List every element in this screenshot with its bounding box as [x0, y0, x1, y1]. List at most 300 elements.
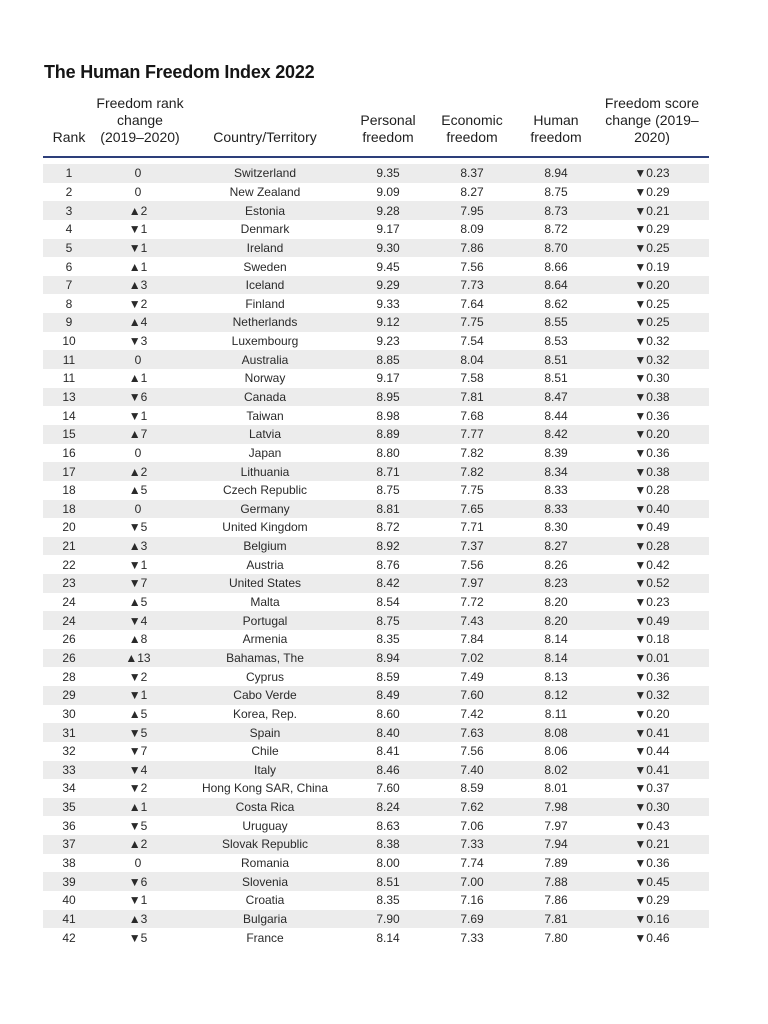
cell-human-freedom: 8.73: [517, 201, 595, 220]
cell-human-freedom: 8.55: [517, 313, 595, 332]
cell-personal-freedom: 8.63: [376, 818, 400, 833]
table-row: [43, 854, 709, 873]
table-row: [43, 742, 709, 761]
cell-personal-freedom: 8.75: [376, 483, 400, 498]
cell-country: Japan: [248, 445, 282, 460]
header-rank-change-label: Freedom rank change (2019–2020): [96, 95, 184, 145]
cell-rank: 11: [62, 371, 76, 386]
cell-country: Latvia: [181, 425, 349, 444]
cell-human-freedom: 7.94: [517, 835, 595, 854]
cell-economic-freedom: 7.97: [427, 574, 517, 593]
cell-human-freedom: 8.62: [544, 296, 568, 311]
cell-score-change: ▼0.19: [634, 259, 670, 274]
cell-score-change: ▼0.36: [634, 669, 670, 684]
cell-country: New Zealand: [229, 184, 301, 199]
cell-economic-freedom: 7.49: [460, 669, 484, 684]
cell-score-change: ▼0.29: [634, 893, 670, 908]
cell-personal-freedom: 8.35: [376, 632, 400, 647]
cell-country: Portugal: [181, 611, 349, 630]
cell-rank-change: ▼1: [95, 239, 181, 258]
cell-rank: 7: [43, 276, 95, 295]
cell-score-change: ▼0.49: [634, 520, 670, 535]
cell-economic-freedom: 7.56: [460, 557, 484, 572]
cell-rank-change: ▲1: [128, 371, 148, 386]
cell-score-change: ▼0.45: [595, 872, 709, 891]
cell-human-freedom: 8.14: [544, 632, 568, 647]
cell-economic-freedom: 7.33: [427, 835, 517, 854]
cell-rank: 22: [62, 557, 76, 572]
cell-rank: 18: [43, 500, 95, 519]
cell-human-freedom: 7.88: [517, 872, 595, 891]
cell-country: Denmark: [240, 222, 290, 237]
cell-score-change: ▼0.21: [595, 201, 709, 220]
cell-rank: 21: [43, 537, 95, 556]
cell-human-freedom: 8.02: [517, 761, 595, 780]
cell-rank-change: ▼6: [95, 388, 181, 407]
cell-score-change: ▼0.38: [595, 388, 709, 407]
cell-rank-change: ▲5: [128, 595, 148, 610]
cell-rank-change: ▲5: [128, 483, 148, 498]
cell-rank: 17: [43, 462, 95, 481]
cell-rank: 37: [43, 835, 95, 854]
table-row: [43, 257, 709, 276]
table-row: [43, 779, 709, 798]
cell-personal-freedom: 8.72: [376, 520, 400, 535]
page-title: The Human Freedom Index 2022: [44, 62, 315, 82]
cell-personal-freedom: 8.89: [349, 425, 427, 444]
cell-country: Cyprus: [245, 669, 284, 684]
cell-personal-freedom: 9.29: [349, 276, 427, 295]
cell-country: Croatia: [245, 893, 285, 908]
cell-score-change: ▼0.20: [634, 706, 670, 721]
cell-score-change: ▼0.28: [634, 483, 670, 498]
cell-economic-freedom: 8.04: [427, 350, 517, 369]
table-row: [43, 910, 709, 929]
table-row: [43, 369, 709, 388]
table-row: [43, 555, 709, 574]
cell-rank: 24: [43, 611, 95, 630]
cell-rank: 16: [62, 445, 76, 460]
cell-score-change: ▼0.41: [595, 761, 709, 780]
cell-economic-freedom: 8.37: [427, 164, 517, 183]
cell-rank: 39: [43, 872, 95, 891]
cell-human-freedom: 8.51: [544, 371, 568, 386]
table-row: [43, 649, 709, 668]
cell-human-freedom: 8.06: [544, 744, 568, 759]
cell-score-change: ▼0.43: [634, 818, 670, 833]
cell-country: United Kingdom: [222, 520, 308, 535]
cell-country: Luxembourg: [231, 334, 299, 349]
table-row: [43, 276, 709, 295]
cell-economic-freedom: 7.75: [460, 483, 484, 498]
cell-rank: 14: [62, 408, 76, 423]
cell-country: United States: [181, 574, 349, 593]
cell-human-freedom: 7.80: [544, 930, 568, 945]
table-row: [43, 462, 709, 481]
table-row: [43, 406, 709, 425]
table-row: [43, 835, 709, 854]
cell-economic-freedom: 7.71: [460, 520, 484, 535]
cell-score-change: ▼0.30: [634, 371, 670, 386]
cell-rank: 41: [43, 910, 95, 929]
cell-rank: 34: [62, 781, 76, 796]
cell-personal-freedom: 9.17: [376, 222, 400, 237]
table-row: [43, 705, 709, 724]
cell-economic-freedom: 7.65: [427, 500, 517, 519]
header-score-change: [595, 94, 709, 157]
cell-country: Germany: [181, 500, 349, 519]
cell-country: Cabo Verde: [181, 686, 349, 705]
table-row: [43, 537, 709, 556]
header-economic-label: Economic freedom: [441, 112, 503, 145]
cell-country: Lithuania: [181, 462, 349, 481]
header-human-freedom: [517, 94, 595, 157]
cell-rank: 20: [62, 520, 76, 535]
cell-economic-freedom: 7.06: [460, 818, 484, 833]
cell-economic-freedom: 7.77: [427, 425, 517, 444]
cell-country: Switzerland: [181, 164, 349, 183]
cell-rank: 23: [43, 574, 95, 593]
cell-rank-change: ▲13: [95, 649, 181, 668]
cell-rank: 32: [62, 744, 76, 759]
cell-personal-freedom: 9.12: [349, 313, 427, 332]
cell-rank-change: ▼3: [128, 334, 148, 349]
header-rank-change: [95, 94, 184, 157]
cell-economic-freedom: 7.16: [460, 893, 484, 908]
cell-rank: 8: [65, 296, 73, 311]
cell-rank-change: ▲3: [95, 910, 181, 929]
cell-rank-change: ▼1: [128, 222, 148, 237]
cell-rank: 5: [43, 239, 95, 258]
cell-economic-freedom: 7.84: [460, 632, 484, 647]
cell-country: Estonia: [181, 201, 349, 220]
table-row: [43, 872, 709, 891]
cell-rank-change: ▲7: [95, 425, 181, 444]
cell-score-change: ▼0.46: [634, 930, 670, 945]
cell-rank: 13: [43, 388, 95, 407]
cell-rank-change: 0: [95, 350, 181, 369]
table-row: [43, 723, 709, 742]
cell-rank-change: 0: [95, 500, 181, 519]
cell-human-freedom: 8.42: [517, 425, 595, 444]
cell-rank-change: ▲3: [95, 276, 181, 295]
cell-score-change: ▼0.36: [634, 408, 670, 423]
cell-personal-freedom: 9.17: [376, 371, 400, 386]
cell-score-change: ▼0.25: [634, 296, 670, 311]
header-spacer: [43, 157, 709, 164]
cell-score-change: ▼0.01: [595, 649, 709, 668]
cell-economic-freedom: 7.56: [460, 744, 484, 759]
cell-score-change: ▼0.52: [595, 574, 709, 593]
cell-economic-freedom: 7.54: [460, 334, 484, 349]
cell-rank-change: ▼1: [95, 686, 181, 705]
cell-human-freedom: 8.70: [517, 239, 595, 258]
table-row: [43, 630, 709, 649]
freedom-index-table: [43, 94, 709, 947]
cell-score-change: ▼0.21: [595, 835, 709, 854]
cell-human-freedom: 7.98: [517, 798, 595, 817]
cell-human-freedom: 7.81: [517, 910, 595, 929]
table-header-row: [43, 94, 709, 157]
cell-personal-freedom: 8.95: [349, 388, 427, 407]
cell-personal-freedom: 9.45: [376, 259, 400, 274]
cell-economic-freedom: 7.37: [427, 537, 517, 556]
cell-country: Bahamas, The: [181, 649, 349, 668]
cell-economic-freedom: 7.69: [427, 910, 517, 929]
cell-country: France: [246, 930, 284, 945]
cell-personal-freedom: 9.35: [349, 164, 427, 183]
table-row: [43, 686, 709, 705]
cell-score-change: ▼0.25: [595, 239, 709, 258]
cell-human-freedom: 8.33: [544, 483, 568, 498]
cell-rank: 15: [43, 425, 95, 444]
cell-human-freedom: 8.47: [517, 388, 595, 407]
table-row: [43, 667, 709, 686]
cell-economic-freedom: 7.62: [427, 798, 517, 817]
cell-rank: 38: [62, 856, 76, 871]
cell-human-freedom: 8.23: [517, 574, 595, 593]
cell-personal-freedom: 8.41: [376, 744, 400, 759]
cell-country: Iceland: [181, 276, 349, 295]
table-row: [43, 444, 709, 463]
cell-human-freedom: 8.51: [517, 350, 595, 369]
cell-economic-freedom: 7.82: [427, 462, 517, 481]
cell-economic-freedom: 7.64: [460, 296, 484, 311]
cell-personal-freedom: 8.54: [376, 595, 400, 610]
cell-country: Sweden: [243, 259, 287, 274]
cell-country: Romania: [240, 856, 290, 871]
cell-rank: 11: [43, 350, 95, 369]
cell-rank: 42: [62, 930, 76, 945]
cell-score-change: ▼0.25: [595, 313, 709, 332]
table-row: [43, 313, 709, 332]
cell-score-change: ▼0.49: [595, 611, 709, 630]
cell-personal-freedom: 8.14: [376, 930, 400, 945]
cell-country: Slovenia: [181, 872, 349, 891]
cell-score-change: ▼0.37: [634, 781, 670, 796]
table-row: [43, 816, 709, 835]
cell-personal-freedom: 8.76: [376, 557, 400, 572]
cell-rank: 35: [43, 798, 95, 817]
cell-score-change: ▼0.23: [595, 164, 709, 183]
cell-rank-change: ▲3: [95, 537, 181, 556]
cell-score-change: ▼0.29: [634, 184, 670, 199]
cell-rank: 36: [62, 818, 76, 833]
table-row: [43, 201, 709, 220]
cell-economic-freedom: 7.43: [427, 611, 517, 630]
cell-rank: 18: [62, 483, 76, 498]
cell-rank: 24: [62, 595, 76, 610]
cell-country: Austria: [246, 557, 284, 572]
cell-personal-freedom: 8.98: [376, 408, 400, 423]
cell-personal-freedom: 8.71: [349, 462, 427, 481]
cell-economic-freedom: 7.82: [460, 445, 484, 460]
cell-human-freedom: 7.97: [544, 818, 568, 833]
cell-rank: 4: [65, 222, 73, 237]
cell-economic-freedom: 7.72: [460, 595, 484, 610]
header-economic-freedom: [427, 94, 517, 157]
cell-personal-freedom: 8.80: [376, 445, 400, 460]
cell-personal-freedom: 8.46: [349, 761, 427, 780]
cell-human-freedom: 8.20: [544, 595, 568, 610]
table-row: [43, 183, 709, 202]
header-score-change-label: Freedom score change (2019–2020): [604, 95, 700, 145]
cell-rank-change: ▲8: [128, 632, 148, 647]
cell-score-change: ▼0.42: [634, 557, 670, 572]
cell-country: Italy: [181, 761, 349, 780]
cell-rank-change: ▲2: [95, 835, 181, 854]
cell-score-change: ▼0.23: [634, 595, 670, 610]
cell-personal-freedom: 8.60: [376, 706, 400, 721]
cell-personal-freedom: 9.09: [376, 184, 400, 199]
cell-human-freedom: 8.72: [544, 222, 568, 237]
cell-human-freedom: 8.01: [544, 781, 568, 796]
cell-economic-freedom: 7.00: [427, 872, 517, 891]
cell-human-freedom: 8.08: [517, 723, 595, 742]
cell-rank-change: ▼2: [128, 296, 148, 311]
header-human-label: Human freedom: [530, 112, 582, 145]
cell-rank-change: 0: [95, 164, 181, 183]
cell-country: Malta: [250, 595, 280, 610]
cell-rank-change: ▲2: [95, 201, 181, 220]
cell-score-change: ▼0.29: [634, 222, 670, 237]
cell-economic-freedom: 8.59: [460, 781, 484, 796]
cell-rank-change: ▼6: [95, 872, 181, 891]
cell-country: Armenia: [242, 632, 288, 647]
cell-human-freedom: 8.39: [544, 445, 568, 460]
cell-rank-change: ▼1: [128, 557, 148, 572]
cell-country: Canada: [181, 388, 349, 407]
cell-rank-change: 0: [134, 856, 142, 871]
cell-rank-change: ▼7: [128, 744, 148, 759]
cell-personal-freedom: 9.33: [376, 296, 400, 311]
cell-score-change: ▼0.28: [595, 537, 709, 556]
table-row: [43, 611, 709, 630]
cell-score-change: ▼0.40: [595, 500, 709, 519]
cell-personal-freedom: 8.59: [376, 669, 400, 684]
cell-country: Czech Republic: [222, 483, 308, 498]
cell-country: Slovak Republic: [181, 835, 349, 854]
cell-score-change: ▼0.32: [634, 334, 670, 349]
header-country: Country/Territory: [181, 94, 349, 157]
cell-personal-freedom: 8.49: [349, 686, 427, 705]
cell-human-freedom: 8.44: [544, 408, 568, 423]
cell-score-change: ▼0.36: [634, 445, 670, 460]
cell-rank: 3: [43, 201, 95, 220]
table-row: [43, 294, 709, 313]
cell-country: Costa Rica: [181, 798, 349, 817]
cell-personal-freedom: 7.60: [376, 781, 400, 796]
cell-economic-freedom: 7.73: [427, 276, 517, 295]
cell-score-change: ▼0.18: [634, 632, 670, 647]
cell-economic-freedom: 7.42: [460, 706, 484, 721]
cell-economic-freedom: 7.60: [427, 686, 517, 705]
cell-human-freedom: 8.53: [544, 334, 568, 349]
cell-human-freedom: 8.66: [544, 259, 568, 274]
cell-rank-change: ▲5: [128, 706, 148, 721]
table-row: [43, 481, 709, 500]
table-row: [43, 220, 709, 239]
cell-country: Ireland: [181, 239, 349, 258]
cell-personal-freedom: 9.30: [349, 239, 427, 258]
cell-personal-freedom: 8.00: [376, 856, 400, 871]
cell-country: Finland: [245, 296, 285, 311]
table-row: [43, 332, 709, 351]
cell-score-change: ▼0.44: [634, 744, 670, 759]
cell-human-freedom: 8.12: [517, 686, 595, 705]
cell-economic-freedom: 7.75: [427, 313, 517, 332]
cell-rank-change: 0: [134, 184, 142, 199]
cell-country: Korea, Rep.: [232, 706, 298, 721]
cell-rank: 26: [62, 632, 76, 647]
cell-rank-change: ▼5: [95, 723, 181, 742]
cell-personal-freedom: 8.85: [349, 350, 427, 369]
cell-rank: 28: [62, 669, 76, 684]
cell-rank-change: ▼4: [95, 611, 181, 630]
header-rank: Rank: [43, 94, 95, 157]
cell-rank-change: ▼4: [95, 761, 181, 780]
cell-economic-freedom: 7.86: [427, 239, 517, 258]
cell-personal-freedom: 8.40: [349, 723, 427, 742]
cell-economic-freedom: 7.68: [460, 408, 484, 423]
cell-human-freedom: 8.14: [517, 649, 595, 668]
cell-human-freedom: 7.86: [544, 893, 568, 908]
cell-personal-freedom: 9.28: [349, 201, 427, 220]
cell-human-freedom: 8.26: [544, 557, 568, 572]
cell-rank-change: ▲2: [95, 462, 181, 481]
cell-economic-freedom: 8.09: [460, 222, 484, 237]
cell-human-freedom: 8.94: [517, 164, 595, 183]
cell-score-change: ▼0.32: [595, 350, 709, 369]
cell-personal-freedom: 8.81: [349, 500, 427, 519]
cell-human-freedom: 8.34: [517, 462, 595, 481]
cell-country: Bulgaria: [181, 910, 349, 929]
cell-rank: 33: [43, 761, 95, 780]
cell-country: Chile: [251, 744, 279, 759]
table-row: [43, 928, 709, 947]
cell-score-change: ▼0.30: [595, 798, 709, 817]
cell-score-change: ▼0.38: [595, 462, 709, 481]
cell-personal-freedom: 7.90: [349, 910, 427, 929]
cell-personal-freedom: 8.38: [349, 835, 427, 854]
cell-country: Taiwan: [246, 408, 284, 423]
cell-rank: 26: [43, 649, 95, 668]
cell-country: Belgium: [181, 537, 349, 556]
cell-personal-freedom: 8.24: [349, 798, 427, 817]
cell-score-change: ▼0.41: [595, 723, 709, 742]
cell-rank: 29: [43, 686, 95, 705]
cell-score-change: ▼0.32: [595, 686, 709, 705]
table-row: [43, 574, 709, 593]
cell-rank: 6: [65, 259, 73, 274]
table-row: [43, 164, 709, 183]
cell-score-change: ▼0.20: [595, 276, 709, 295]
cell-rank: 30: [62, 706, 76, 721]
cell-rank-change: ▲4: [95, 313, 181, 332]
cell-country: Norway: [244, 371, 286, 386]
table-row: [43, 798, 709, 817]
cell-rank-change: ▼1: [128, 408, 148, 423]
cell-rank: 10: [62, 334, 76, 349]
cell-rank: 9: [43, 313, 95, 332]
cell-rank-change: ▼5: [128, 930, 148, 945]
cell-economic-freedom: 7.33: [460, 930, 484, 945]
cell-human-freedom: 7.89: [544, 856, 568, 871]
cell-rank: 2: [65, 184, 73, 199]
cell-score-change: ▼0.36: [634, 856, 670, 871]
table-row: [43, 425, 709, 444]
cell-economic-freedom: 7.58: [460, 371, 484, 386]
